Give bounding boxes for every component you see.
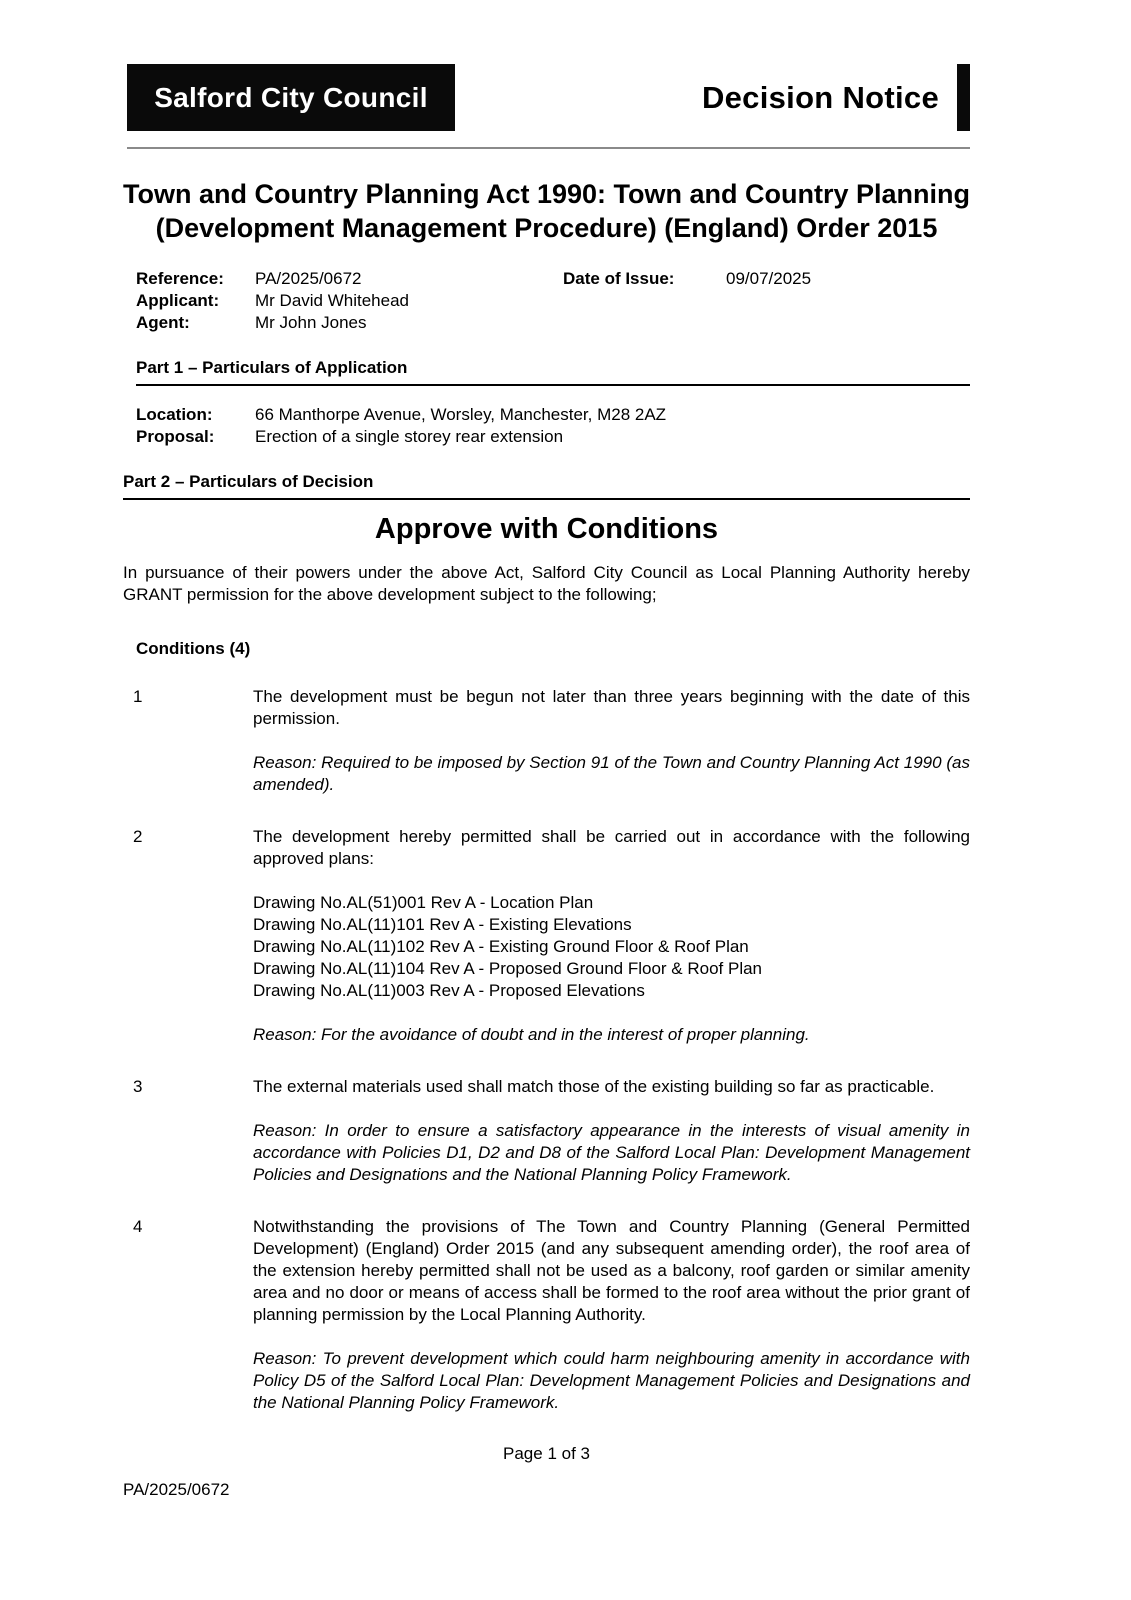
condition-body: [253, 1216, 970, 1414]
footer-reference: PA/2025/0672: [123, 1480, 230, 1499]
conditions-heading: Conditions (4): [136, 638, 251, 658]
header-corner-bar: [957, 64, 970, 131]
part2-heading: Part 2 – Particulars of Decision: [123, 472, 970, 500]
reference-label: Reference:: [136, 268, 224, 288]
date-of-issue-label: Date of Issue:: [563, 268, 675, 288]
proposal-row: [136, 426, 970, 448]
proposal-value: Erection of a single storey rear extension: [255, 426, 564, 446]
part1-heading: Part 1 – Particulars of Application: [136, 358, 970, 386]
condition-reason: Reason: To prevent development which could harm neighbouring amenity in accordance with Policy D5 of the Salford Local Plan: Development Management Policies and Designations and the National Planning Policy Framework.: [253, 1348, 970, 1412]
proposal-label: Proposal:: [136, 426, 215, 446]
condition-body: [253, 686, 970, 796]
applicant-value: Mr David Whitehead: [255, 290, 410, 310]
agent-label: Agent:: [136, 312, 190, 332]
approved-plans-list: [253, 892, 970, 1002]
condition-text: The development must be begun not later than three years beginning with the date of this permission.: [253, 686, 970, 728]
act-title: Town and Country Planning Act 1990: Town and Country Planning (Development Management Procedure) (England) Order 2015: [123, 179, 971, 244]
council-logo: [127, 64, 455, 131]
header: [127, 64, 970, 131]
document-type-title: Decision Notice: [701, 79, 939, 115]
council-name: Salford City Council: [154, 81, 428, 113]
agent-row: [136, 312, 970, 334]
approved-plan: Drawing No.AL(11)101 Rev A - Existing Elevations: [253, 914, 632, 934]
condition-text: Notwithstanding the provisions of The Town and Country Planning (General Permitted Development) (England) Order 2015 (and any subsequent amending order), the roof area of the extension hereby permitted shall not be used as a balcony, roof garden or similar amenity area and no door or means of access shall be formed to the roof area without the prior grant of planning permission by the Local Planning Authority.: [253, 1216, 970, 1324]
location-label: Location:: [136, 404, 213, 424]
header-divider: [127, 147, 970, 149]
condition-body: [253, 1076, 970, 1186]
reference-row: [136, 268, 970, 290]
condition-text: The development hereby permitted shall be carried out in accordance with the following approved plans:: [253, 826, 970, 868]
applicant-row: [136, 290, 970, 312]
grant-statement: In pursuance of their powers under the above Act, Salford City Council as Local Planning Authority hereby GRANT permission for the above development subject to the following;: [123, 562, 970, 604]
application-particulars: [136, 404, 970, 448]
date-of-issue-value: 09/07/2025: [726, 268, 812, 288]
page-number: Page 1 of 3: [503, 1444, 590, 1463]
condition-number: 3: [133, 1076, 143, 1096]
condition-item-1: [123, 686, 970, 796]
condition-number: 4: [133, 1216, 143, 1236]
location-value: 66 Manthorpe Avenue, Worsley, Manchester, M28 2AZ: [255, 404, 667, 424]
condition-reason: Reason: In order to ensure a satisfactory appearance in the interests of visual amenity in accordance with Policies D1, D2 and D8 of the Salford Local Plan: Development Management Policies and Designations and the National Planning Policy Framework.: [253, 1120, 970, 1184]
condition-text: The external materials used shall match those of the existing building so far as practicable.: [253, 1076, 935, 1096]
condition-reason: Reason: Required to be imposed by Section 91 of the Town and Country Planning Act 1990 (as amended).: [253, 752, 970, 794]
condition-item-4: [123, 1216, 970, 1414]
document-content: [123, 165, 970, 1444]
agent-value: Mr John Jones: [255, 312, 367, 332]
approved-plan: Drawing No.AL(11)102 Rev A - Existing Ground Floor & Roof Plan: [253, 936, 749, 956]
condition-body: [253, 826, 970, 1046]
location-row: [136, 404, 970, 426]
reference-value: PA/2025/0672: [255, 268, 362, 288]
meta-section: [136, 268, 970, 334]
approved-plan: Drawing No.AL(11)003 Rev A - Proposed Elevations: [253, 980, 645, 1000]
applicant-label: Applicant:: [136, 290, 220, 310]
condition-number: 2: [133, 826, 143, 846]
approved-plan: Drawing No.AL(51)001 Rev A - Location Plan: [253, 892, 594, 912]
approved-plan: Drawing No.AL(11)104 Rev A - Proposed Ground Floor & Roof Plan: [253, 958, 763, 978]
decision-outcome: Approve with Conditions: [374, 512, 719, 545]
condition-reason: Reason: For the avoidance of doubt and in the interest of proper planning.: [253, 1024, 810, 1044]
condition-number: 1: [133, 686, 143, 706]
condition-item-2: [123, 826, 970, 1046]
condition-item-3: [123, 1076, 970, 1186]
